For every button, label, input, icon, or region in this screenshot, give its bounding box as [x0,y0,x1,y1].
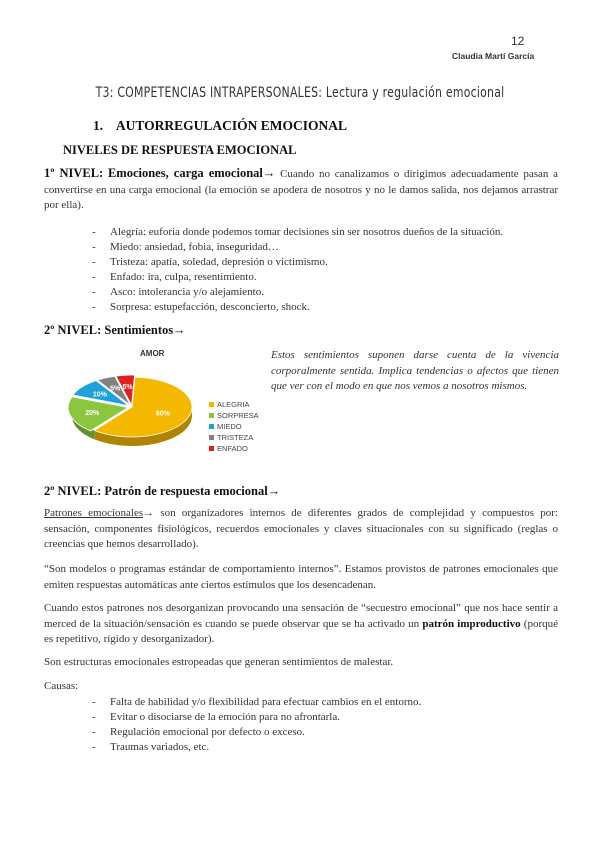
pie-label-enfado: 5% [122,384,133,392]
list-item: - Miedo: ansiedad, fobia, inseguridad… [92,240,562,255]
patterns-paragraph [44,506,558,553]
level1-paragraph [44,166,558,214]
patterns-term: Patrones emocionales [44,507,144,519]
legend-swatch [209,435,214,440]
section-title: AUTORREGULACIÓN EMOCIONAL [115,118,348,133]
level2-heading: 2º NIVEL: Sentimientos→ [44,323,186,337]
chart-title: AMOR [140,349,165,358]
level1-label: 1º NIVEL: [44,166,104,180]
pie-label-alegria: 60% [155,410,170,418]
list-item: - Enfado: ira, culpa, resentimiento. [92,270,562,285]
level1-emotion-list [92,225,562,315]
legend-swatch [209,413,214,418]
subsection-heading: NIVELES DE RESPUESTA EMOCIONAL [63,143,297,157]
legend-item: SORPRESA [209,410,259,421]
section-heading [93,118,347,134]
hijack-text-a: Cuando estos patrones nos desorganizan provocando una sensación de “secuestro emocional” que nos hace sentir a merced de la situación/sensación es cuando se puede observar que se ha activado un [44,602,558,630]
pie-label-sorpresa: 20% [85,409,100,417]
list-item: - Alegría: euforia donde podemos tomar decisiones sin ser nosotros dueños de la situación. [92,225,562,240]
section-number: 1. [93,118,104,133]
level1-text: Cuando no canalizamos o dirigimos adecuadamente pasan a convertirse en una carga emocional (la emoción se apodera de nosotros y no le damos salida, nos dejamos arrastrar por ella). [44,168,559,211]
legend-swatch [209,424,214,429]
list-item: - Asco: intolerancia y/o alejamiento. [92,285,562,300]
hijack-paragraph [44,601,558,648]
pie-label-miedo: 10% [92,391,107,399]
causes-list [92,695,562,755]
level1-title: Emociones, carga emocional→ [107,166,276,180]
page-number: 12 [511,34,525,48]
level2-quote: Estos sentimientos suponen darse cuenta de la vivencia corporalmente sentida. Implica tendencias o afectos que tienen que ver con el modo en que nos vemos a nosotros mismos. [271,349,559,392]
legend-item: TRISTEZA [209,432,259,443]
legend-swatch [209,402,214,407]
patterns-text: → son organizadores internos de diferentes grados de complejidad y compuestos por: sensación, componentes fisiológicos, recuerdos emocionales y claves situacionales con su significado (reglas o creencias que hemos desarrollado). [44,507,558,550]
list-item: - Falta de habilidad y/o flexibilidad para efectuar cambios en el entorno. [92,695,562,710]
hijack-text-b: (porqué es repetitivo, rígido y desorganizador). [44,617,558,645]
legend-swatch [209,446,214,451]
document-title: T3: COMPETENCIAS INTRAPERSONALES: Lectura y regulación emocional [95,85,505,101]
models-paragraph: “Son modelos o programas estándar de comportamiento internos”. Estamos provistos de patrones emocionales que emiten respuestas automáticas ante ciertos estímulos que los desencadenan. [44,563,558,591]
legend-item: MIEDO [209,421,259,432]
legend-item: ENFADO [209,443,259,454]
author-name: Claudia Martí García [452,51,535,61]
causes-label: Causas: [44,680,79,692]
list-item: - Evitar o disociarse de la emoción para no afrontarla. [92,710,562,725]
emotion-pie-chart [60,365,210,465]
broken-structures-paragraph: Son estructuras emocionales estropeadas que generan sentimientos de malestar. [44,656,394,668]
pie-label-tristeza: 5% [110,385,121,393]
chart-legend [209,399,259,454]
unproductive-pattern-term: patrón improductivo [422,617,521,630]
list-item: - Tristeza: apatía, soledad, depresión o victimismo. [92,255,562,270]
legend-item: ALEGRIA [209,399,259,410]
level3-heading: 2º NIVEL: Patrón de respuesta emocional→ [44,484,281,498]
list-item: - Sorpresa: estupefacción, desconcierto, shock. [92,300,562,315]
list-item: - Traumas variados, etc. [92,740,562,755]
list-item: - Regulación emocional por defecto o exceso. [92,725,562,740]
